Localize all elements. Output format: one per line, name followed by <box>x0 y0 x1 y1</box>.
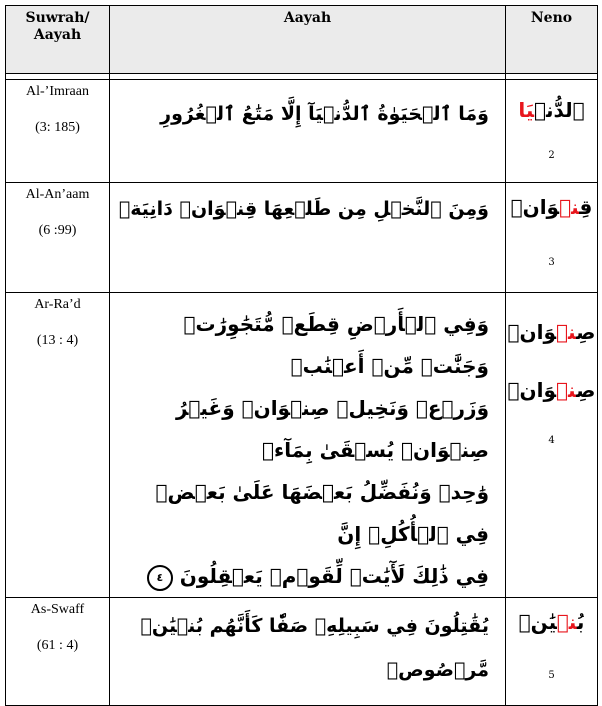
surah-name: Al-An’aam <box>25 187 90 202</box>
footnote-number: 5 <box>548 670 555 681</box>
aayah-cell <box>110 293 506 598</box>
footnote-number: 4 <box>548 435 555 446</box>
aayah-line <box>118 555 489 597</box>
surah-name: As-Swaff <box>30 602 85 617</box>
header-row <box>6 6 598 74</box>
aayah-line: وَزَرۡعٞ وَنَخِيلٞ صِنۡوَانٞ وَغَيۡرُ صِنۡوَانٖ يُسۡقَىٰ بِمَآءٖ <box>175 396 489 462</box>
reference-cell <box>6 80 110 183</box>
surah-name: Al-’Imraan <box>26 84 89 99</box>
header-reference-line2: Aayah <box>33 27 82 43</box>
footnote-number: 3 <box>548 257 555 268</box>
verse-ref: (61 : 4) <box>36 638 79 653</box>
aayah-text: وَمَا ٱلۡحَيَوٰةُ ٱلدُّنۡيَآ إِلَّا مَتَٰعُ ٱلۡغُرُورِ <box>160 103 489 125</box>
header-neno: Neno <box>506 6 598 74</box>
header-reference-line1: Suwrah/ <box>25 10 90 26</box>
aayah-cell <box>110 598 506 706</box>
ayah-end-marker-icon: ٤ <box>147 565 173 591</box>
reference-cell <box>6 598 110 706</box>
neno-word: ٱلدُّنۡيَا <box>518 98 585 122</box>
aayah-line: وَٰحِدٖ وَنُفَضِّلُ بَعۡضَهَا عَلَىٰ بَعۡضٖ فِي ٱلۡأُكُلِۚ إِنَّ <box>155 480 489 546</box>
neno-cell <box>506 183 598 293</box>
aayah-line-text: فِي ذَٰلِكَ لَأٓيَٰتٖ لِّقَوۡمٖ يَعۡقِلُونَ <box>179 564 489 588</box>
quran-table <box>5 5 598 706</box>
table-row <box>6 293 598 598</box>
aayah-cell <box>110 80 506 183</box>
neno-cell <box>506 80 598 183</box>
aayah-line: وَفِي ٱلۡأَرۡضِ قِطَعٞ مُّتَجَٰوِرَٰتٞ وَجَنَّٰتٞ مِّنۡ أَعۡنَٰبٖ <box>183 312 489 378</box>
reference-cell <box>6 293 110 598</box>
table-row <box>6 80 598 183</box>
reference-cell <box>6 183 110 293</box>
header-reference <box>6 6 110 74</box>
verse-ref: (6 :99) <box>38 223 77 238</box>
verse-ref: (3: 185) <box>35 120 80 135</box>
aayah-text: وَمِنَ ٱلنَّخۡلِ مِن طَلۡعِهَا قِنۡوَانٞ دَانِيَةٞ <box>118 198 489 220</box>
neno-cell <box>506 598 598 706</box>
neno-cell <box>506 293 598 598</box>
header-aayah: Aayah <box>110 6 506 74</box>
table-row <box>6 598 598 706</box>
neno-word: بُنۡيَٰنٞ <box>518 610 585 634</box>
surah-name: Ar-Ra’d <box>34 297 81 312</box>
aayah-text: يُقَٰتِلُونَ فِي سَبِيلِهِۦ صَفّٗا كَأَنَّهُم بُنۡيَٰنٞ مَّرۡصُوصٞ <box>140 615 489 681</box>
neno-word: صِنۡوَانٞ صِنۡوَانٖ <box>507 320 596 402</box>
table-row <box>6 183 598 293</box>
verse-ref: (13 : 4) <box>36 333 79 348</box>
footnote-number: 2 <box>548 150 555 161</box>
aayah-text <box>110 293 505 597</box>
neno-word: قِنۡوَانٞ <box>510 195 593 219</box>
aayah-cell <box>110 183 506 293</box>
